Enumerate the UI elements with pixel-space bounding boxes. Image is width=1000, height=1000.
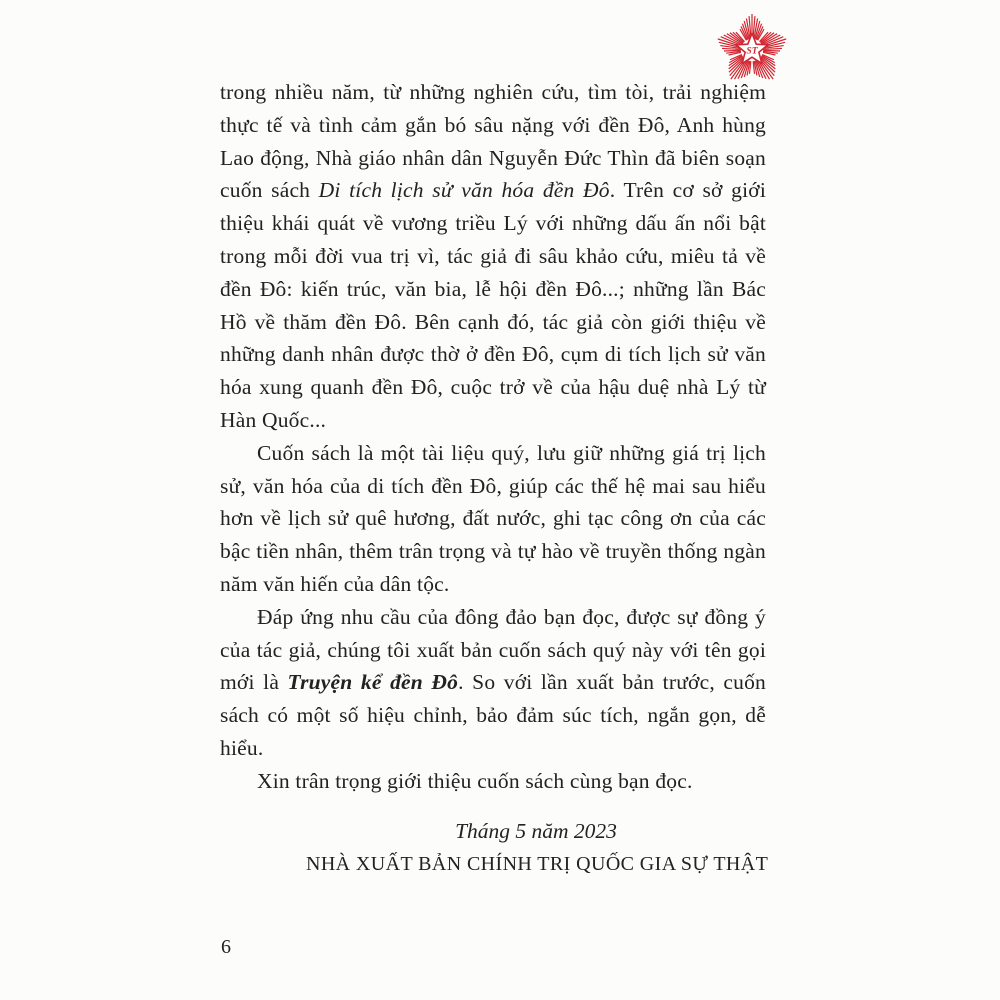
paragraphs bbox=[220, 76, 766, 798]
publisher-name: NHÀ XUẤT BẢN CHÍNH TRỊ QUỐC GIA SỰ THẬT bbox=[306, 852, 769, 875]
text-run: . Trên cơ sở giới thiệu khái quát về vương triều Lý với những dấu ấn nổi bật trong mỗi đời vua trị vì, tác giả đi sâu khảo cứu, miêu tả về đền Đô: kiến trúc, văn bia, lễ hội đền Đô...; những lần Bác Hồ về thăm đền Đô. Bên cạnh đó, tác giả còn giới thiệu về những danh nhân được thờ ở đền Đô, cụm di tích lịch sử văn hóa xung quanh đền Đô, cuộc trở về của hậu duệ nhà Lý từ Hàn Quốc... bbox=[220, 178, 766, 432]
text-run: Cuốn sách là một tài liệu quý, lưu giữ những giá trị lịch sử, văn hóa của di tích đền Đô, giúp các thế hệ mai sau hiểu hơn về lịch sử quê hương, đất nước, ghi tạc công ơn của các bậc tiền nhân, thêm trân trọng và tự hào về truyền thống ngàn năm văn hiến của dân tộc. bbox=[220, 440, 766, 596]
text-run: trong nhiều năm, từ những nghiên cứu, tìm tòi, trải nghiệm thực tế và tình cảm gắn bó sâu nặng với đền Đô, Anh hùng Lao động, Nhà giáo nhân dân Nguyễn Đức Thìn đã biên soạn cuốn sách bbox=[220, 80, 766, 203]
text-run: . So với lần xuất bản trước, cuốn sách có một số hiệu chỉnh, bảo đảm súc tích, ngắn gọn, dễ hiểu. bbox=[220, 670, 767, 760]
paragraph bbox=[220, 765, 766, 798]
text-run: Truyện kể đền Đô bbox=[287, 670, 459, 695]
paragraph bbox=[220, 601, 766, 765]
text-run: Đáp ứng nhu cầu của đông đảo bạn đọc, được sự đồng ý của tác giả, chúng tôi xuất bản cuốn sách quý này với tên gọi mới là bbox=[220, 604, 766, 695]
paragraph bbox=[220, 76, 766, 437]
logo-monogram: ST bbox=[746, 45, 758, 57]
signoff-block bbox=[306, 815, 769, 881]
text-run: Xin trân trọng giới thiệu cuốn sách cùng bạn đọc. bbox=[257, 768, 693, 793]
date-line: Tháng 5 năm 2023 bbox=[455, 818, 617, 843]
text-column bbox=[220, 76, 769, 881]
paragraph bbox=[220, 437, 766, 601]
text-run: Di tích lịch sử văn hóa đền Đô bbox=[318, 178, 610, 203]
page-number: 6 bbox=[221, 936, 231, 958]
